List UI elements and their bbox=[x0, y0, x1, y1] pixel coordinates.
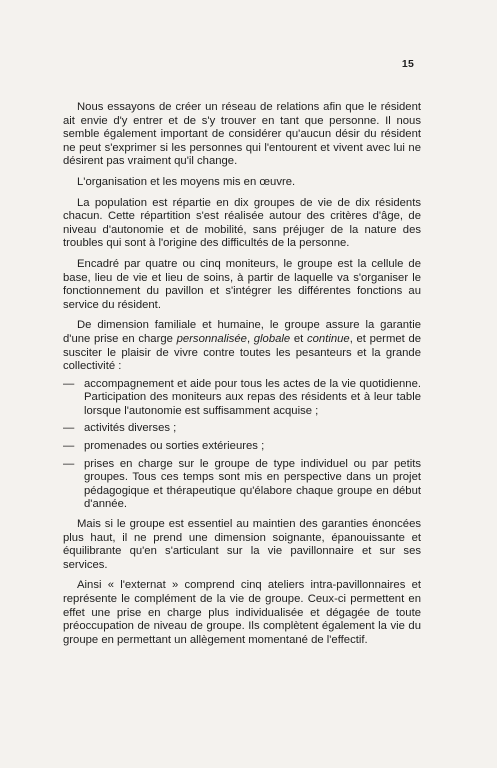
paragraph-population: La population est répartie en dix groupes de vie de dix résidents chacun. Cette répartition s'est réalisée autour des critères d'âge, de niveau d'autonomie et de mobilité, sans préjuger de la nature des troubles qui sont à l'origine des difficultés de la personne. bbox=[63, 196, 421, 250]
list-item bbox=[63, 440, 421, 454]
paragraph-externat: Ainsi « l'externat » comprend cinq ateliers intra-pavillonnaires et représente le complément de la vie de groupe. Ceux-ci permettent en effet une prise en charge plus individualisée et dégagée de toute préoccupation de niveau de groupe. Ils complètent également la vie du groupe en permettant un allègement momentané de l'effectif. bbox=[63, 579, 421, 646]
activities-list bbox=[63, 378, 421, 512]
list-dash: — bbox=[63, 422, 75, 435]
dimension-emphasis-personnalisee: personnalisée bbox=[176, 332, 247, 345]
dimension-text-after: , et permet de susciter le plaisir de vivre contre toutes les pesanteurs et la grande collectivité : bbox=[63, 332, 422, 373]
paragraph-dimension bbox=[63, 319, 421, 373]
dimension-emphasis-continue: continue bbox=[306, 332, 350, 345]
list-item-text: prises en charge sur le groupe de type individuel ou par petits groupes. Tous ces temps sont mis en perspective dans un projet pédagogique et thérapeutique qu'élabore chaque groupe en début d'année. bbox=[84, 457, 421, 511]
list-dash: — bbox=[63, 440, 75, 453]
list-dash: — bbox=[63, 457, 75, 470]
paragraph-encadrement: Encadré par quatre ou cinq moniteurs, le groupe est la cellule de base, lieu de vie et lieu de soins, à partir de laquelle va s'organiser le fonctionnement du pavillon et s'intégrer les différentes fonctions au service du résident. bbox=[63, 257, 421, 311]
list-item bbox=[63, 422, 421, 436]
body-text bbox=[63, 101, 421, 654]
list-item-text: promenades ou sorties extérieures ; bbox=[84, 440, 265, 453]
list-item bbox=[63, 458, 421, 512]
dimension-text-before: De dimension familiale et humaine, le groupe assure la garantie d'une prise en charge bbox=[63, 319, 421, 345]
paragraph-relations: Nous essayons de créer un réseau de relations afin que le résident ait envie d'y entrer et de s'y trouver en tant que personne. Il nous semble également important de considérer qu'aucun désir du résident ne peut s'exprimer si les personnes qui l'entourent et vivent avec lui ne désirent pas vraiment qu'il change. bbox=[63, 101, 421, 168]
list-item bbox=[63, 378, 421, 419]
list-item-text: activités diverses ; bbox=[84, 422, 177, 435]
page-number: 15 bbox=[401, 58, 414, 70]
dimension-separator-2: et bbox=[290, 332, 307, 345]
dimension-separator-1: , bbox=[246, 332, 254, 345]
list-dash: — bbox=[63, 377, 75, 390]
list-item-text: accompagnement et aide pour tous les actes de la vie quotidienne. Participation des moniteurs aux repas des résidents et à leur table lorsque l'autonomie est suffisamment acquise ; bbox=[84, 377, 421, 417]
paragraph-garanties: Mais si le groupe est essentiel au maintien des garanties énoncées plus haut, il ne prend une dimension soignante, épanouissante et équilibrante qu'en s'articulant sur la vie pavillonnaire et sur ses services. bbox=[63, 518, 421, 571]
dimension-emphasis-globale: globale bbox=[253, 332, 291, 345]
paragraph-organisation-heading: L'organisation et les moyens mis en œuvre. bbox=[77, 175, 296, 188]
